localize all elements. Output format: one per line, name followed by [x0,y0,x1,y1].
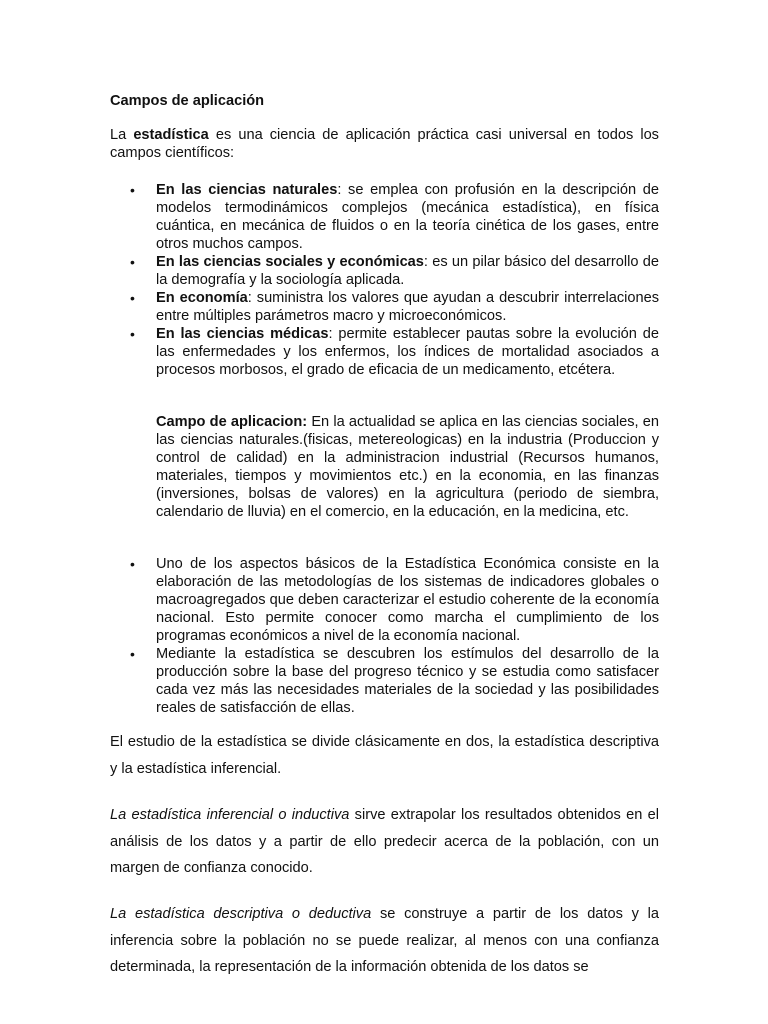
division-paragraph: El estudio de la estadística se divide clásicamente en dos, la estadística descriptiva y la estadística inferencial. [110,734,659,777]
intro-paragraph [110,126,659,162]
bullet-icon: • [130,326,135,342]
list-item-term: En las ciencias naturales [156,182,338,198]
list-item-text: : permite establecer pautas sobre la evolución de las enfermedades y los enfermos, los índices de mortalidad asociados a procesos morbosos, el grado de eficacia de un medicamento, etcétera. [156,326,659,378]
list-item [110,181,659,253]
list-item-text: Uno de los aspectos básicos de la Estadística Económica consiste en la elaboración de las metodologías de los sistemas de indicadores globales o macroagregados que deben caracterizar el estudio coherente de la economía nacional. Esto permite conocer como marcha el cumplimiento de los programas económicos a nivel de la economía nacional. [156,556,659,644]
list-item-text: : suministra los valores que ayudan a descubrir interrelaciones entre múltiples parámetros macro y microeconómicos. [156,290,660,324]
application-fields-list [110,181,659,379]
list-item-term: En las ciencias médicas [156,326,329,342]
list-item-text: : se emplea con profusión en la descripción de modelos termodinámicos complejos (mecánica estadística), en física cuántica, en mecánica de fluidos o en la teoría cinética de los gases, entre otros muchos campos. [156,182,660,252]
bullet-icon: • [130,290,135,306]
bullet-icon: • [130,182,135,198]
campo-paragraph [156,413,659,521]
list-item [110,253,659,289]
inferential-term: La estadística inferencial o inductiva [110,807,350,823]
economic-statistics-list [110,555,659,717]
intro-post: es una ciencia de aplicación práctica casi universal en todos los campos científicos: [110,127,659,161]
bullet-icon: • [130,646,135,662]
list-item-text: : es un pilar básico del desarrollo de la demografía y la sociología aplicada. [156,254,659,288]
list-item [110,289,659,325]
descriptive-paragraph [110,901,659,981]
intro-bold-term: estadística [133,127,209,143]
list-item [110,325,659,379]
inferential-text: sirve extrapolar los resultados obtenidos en el análisis de los datos y a partir de ello predecir acerca de la población, con un margen de confianza conocido. [110,807,659,876]
descriptive-text: se construye a partir de los datos y la inferencia sobre la población no se puede realizar, al menos con una confianza determinada, la representación de la información obtenida de los datos se [110,906,659,975]
section-heading: Campos de aplicación [110,93,265,109]
campo-term: Campo de aplicacion: [156,414,308,430]
list-item [110,555,659,645]
descriptive-term: La estadística descriptiva o deductiva [110,906,372,922]
intro-pre: La [110,127,134,143]
campo-text: En la actualidad se aplica en las ciencias sociales, en las ciencias naturales.(fisicas, metereologicas) en la industria (Produccion y control de calidad) en la administracion industrial (Recursos humanos, materiales, tiempos y movimientos etc.) en la economia, en las finanzas (inversiones, bolsas de valores) en la agricultura (periodo de siembra, calendario de lluvia) en el comercio, en la educación, en la medicina, etc. [156,414,659,520]
inferential-paragraph [110,802,659,882]
list-item [110,645,659,717]
bullet-icon: • [130,556,135,572]
list-item-term: En economía [156,290,248,306]
list-item-term: En las ciencias sociales y económicas [156,254,424,270]
bullet-icon: • [130,254,135,270]
list-item-text: Mediante la estadística se descubren los estímulos del desarrollo de la producción sobre la base del progreso técnico y se estudia como satisfacer cada vez más las necesidades materiales de la sociedad y las posibilidades reales de satisfacción de ellas. [156,646,659,716]
